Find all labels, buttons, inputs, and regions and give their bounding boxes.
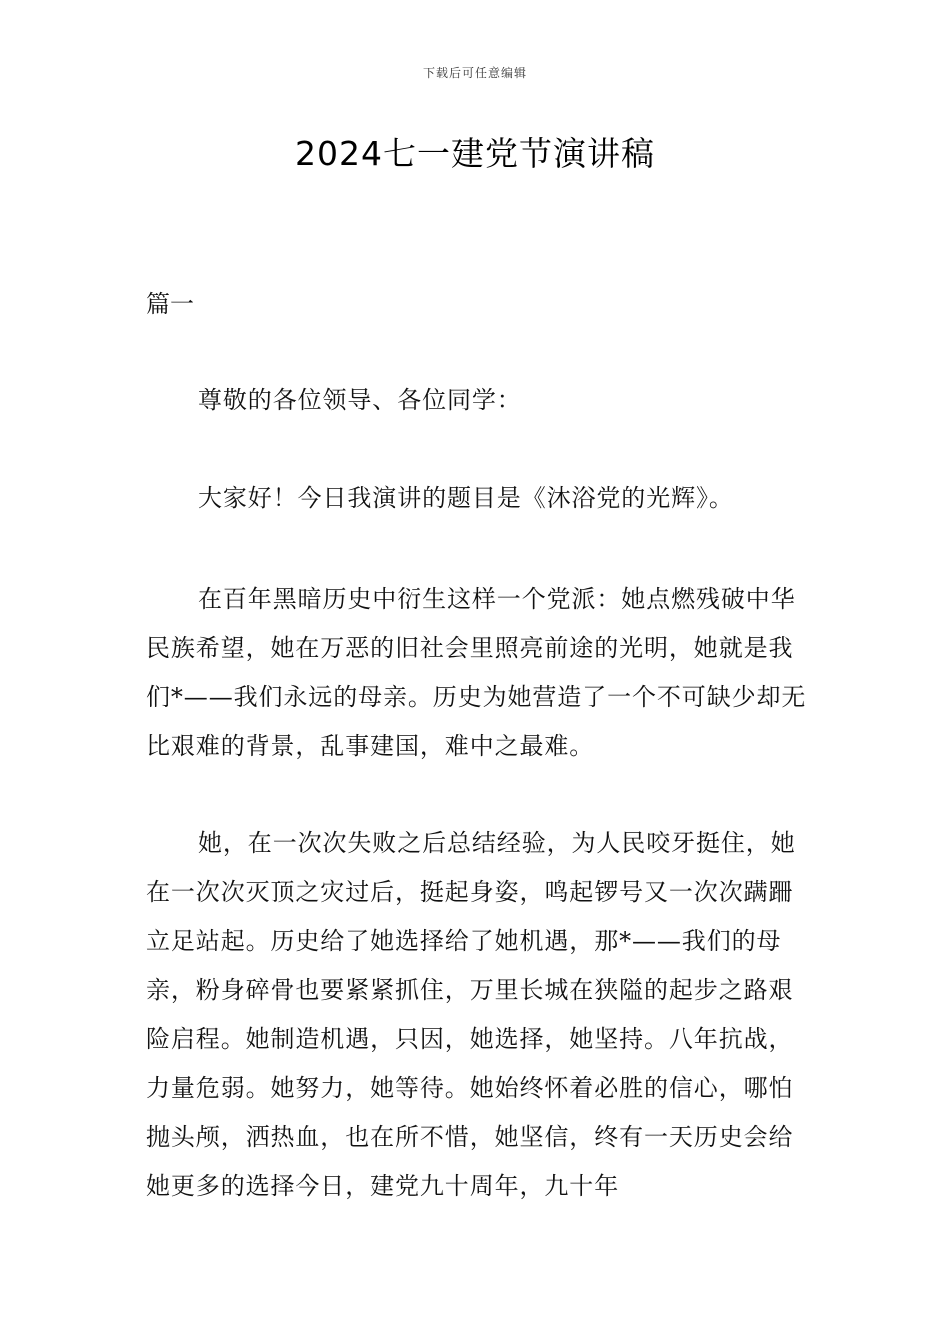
paragraph-greeting [146,376,808,425]
paragraph-intro [146,474,808,523]
section-label: 篇一 [146,290,194,318]
document-title: 2024七一建党节演讲稿 [295,134,655,173]
header-note: 下载后可任意编辑 [422,66,527,80]
paragraph-text: 尊敬的各位领导、各位同学： [198,386,522,414]
paragraph-text: 她，在一次次失败之后总结经验，为人民咬牙挺住，她在一次次灭顶之灾过后，挺起身姿，鸣起锣号又一次次蹒跚立足站起。历史给了她选择给了她机遇，那*——我们的母亲，粉身碎骨也要紧紧抓住，万里长城在狭隘的起步之路艰险启程。她制造机遇，只因，她选择，她坚持。八年抗战，力量危弱。她努力，她等待。她始终怀着必胜的信心，哪怕抛头颅，洒热血，也在所不惜，她坚信，终有一天历史会给她更多的选择今日，建党九十周年，九十年 [146,829,796,1200]
paragraph-text: 在百年黑暗历史中衍生这样一个党派：她点燃残破中华民族希望，她在万恶的旧社会里照亮前途的光明，她就是我们*——我们永远的母亲。历史为她营造了一个不可缺少却无比艰难的背景，乱事建国，难中之最难。 [146,585,807,760]
paragraph-history [146,575,808,771]
paragraph-struggle [146,819,808,1211]
paragraph-text: 大家好！今日我演讲的题目是《沐浴党的光辉》。 [198,484,734,512]
